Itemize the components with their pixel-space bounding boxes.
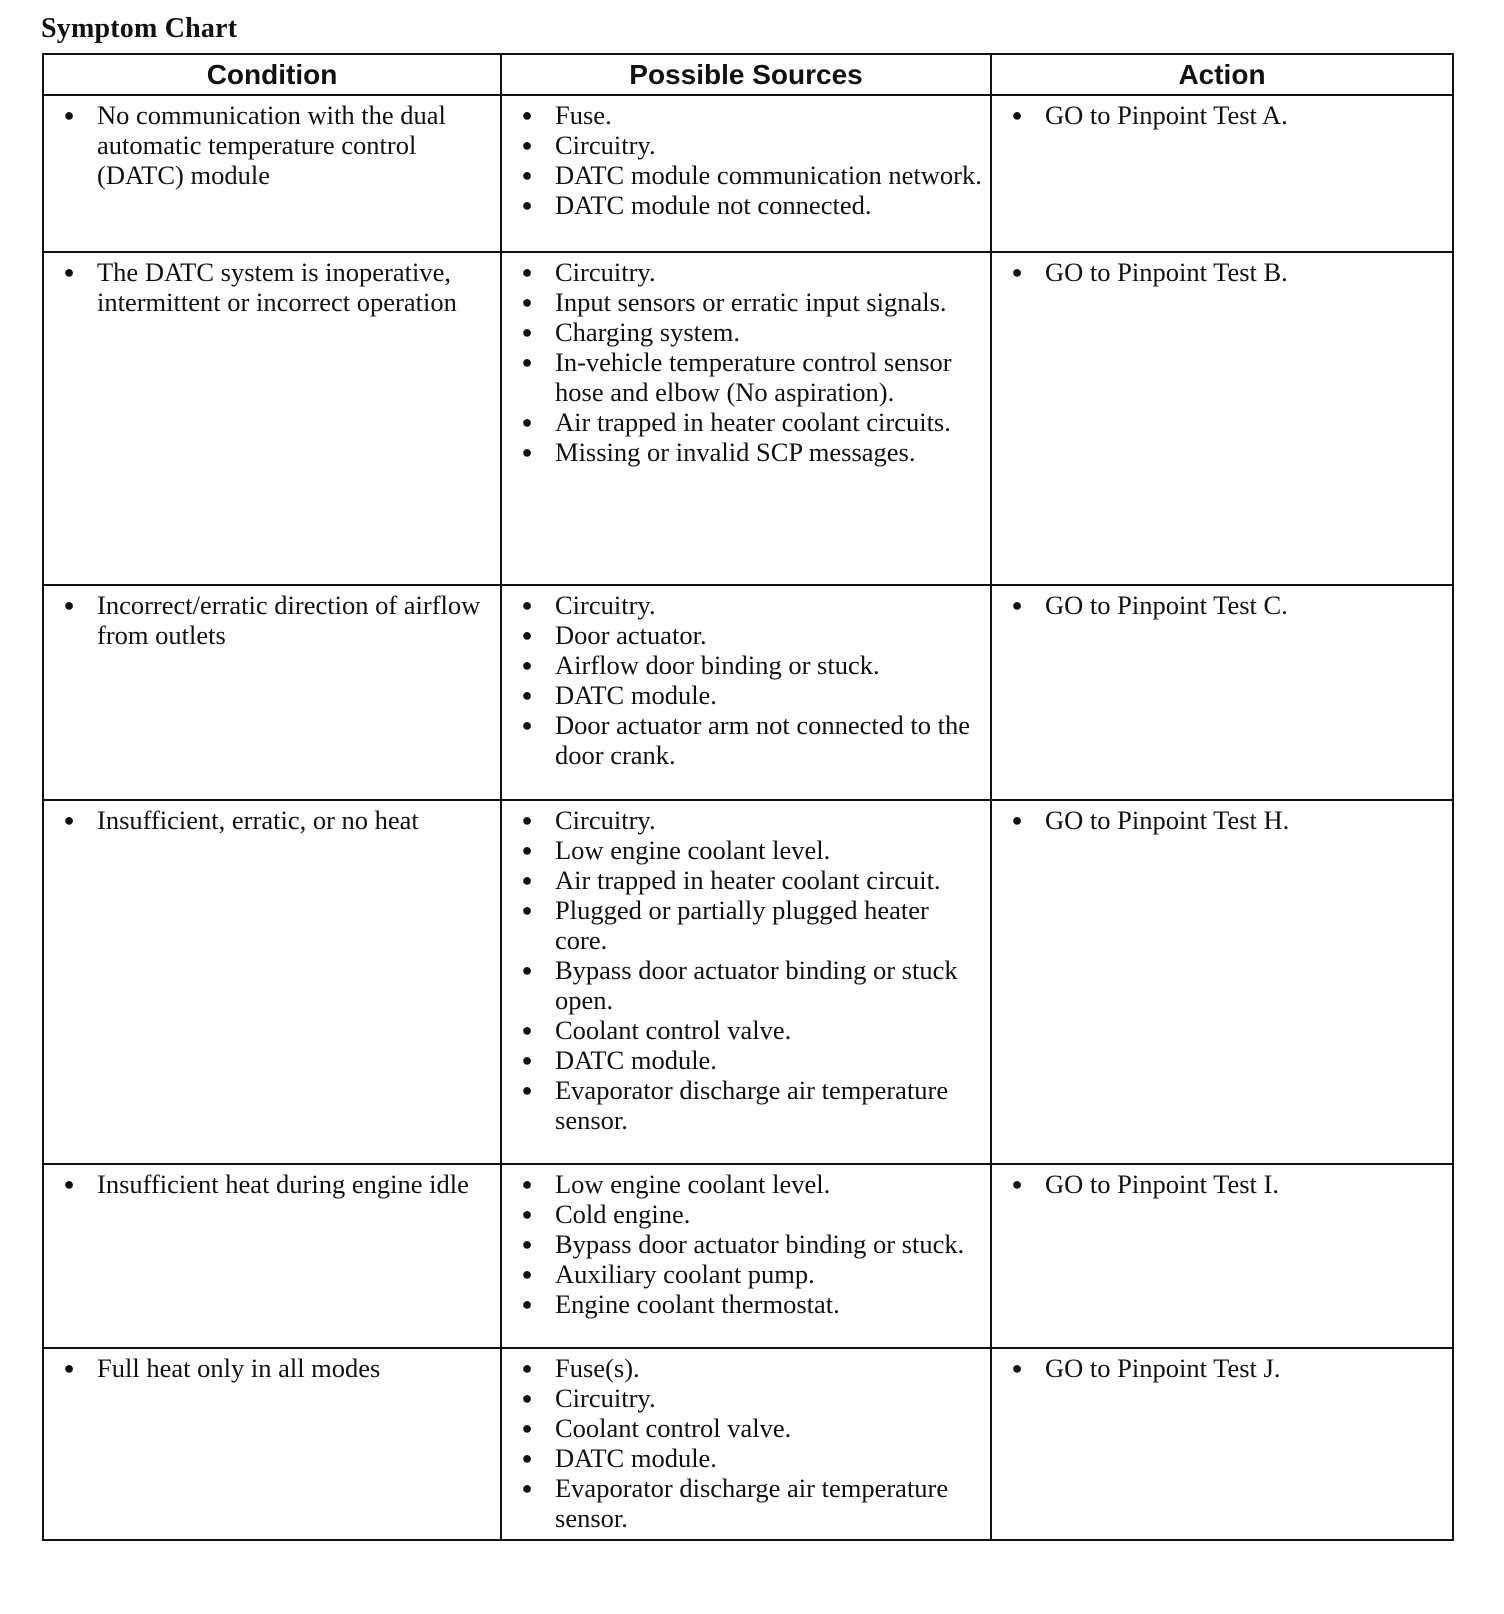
source-item — [510, 1443, 982, 1473]
possible-sources-cell — [501, 1164, 991, 1348]
bullet-icon: ● — [521, 412, 533, 432]
condition-text: Insufficient heat during engine idle — [97, 1169, 469, 1199]
bullet-icon: ● — [521, 1418, 533, 1438]
condition-cell — [43, 585, 501, 800]
symptom-table — [42, 53, 1454, 1541]
source-text: In-vehicle temperature control sensor hose and elbow (No aspiration). — [555, 347, 952, 407]
source-item — [510, 347, 982, 407]
bullet-icon: ● — [521, 165, 533, 185]
source-text: DATC module not connected. — [555, 190, 872, 220]
source-text: Air trapped in heater coolant circuit. — [555, 865, 941, 895]
source-item — [510, 680, 982, 710]
bullet-icon: ● — [63, 262, 75, 282]
source-text: Bypass door actuator binding or stuck open. — [555, 955, 958, 1015]
table-row — [43, 1164, 1453, 1348]
source-text: Bypass door actuator binding or stuck. — [555, 1229, 965, 1259]
action-item — [1000, 1169, 1444, 1199]
source-text: Low engine coolant level. — [555, 1169, 831, 1199]
bullet-icon: ● — [63, 1358, 75, 1378]
bullet-icon: ● — [1011, 1174, 1023, 1194]
condition-cell — [43, 1348, 501, 1540]
bullet-icon: ● — [521, 1388, 533, 1408]
column-header-condition: Condition — [43, 54, 501, 95]
source-item — [510, 190, 982, 220]
source-text: Door actuator arm not connected to the door crank. — [555, 710, 971, 770]
condition-cell — [43, 252, 501, 585]
action-cell — [991, 252, 1453, 585]
source-item — [510, 835, 982, 865]
bullet-icon: ● — [521, 1050, 533, 1070]
bullet-icon: ● — [521, 1204, 533, 1224]
action-cell — [991, 800, 1453, 1164]
bullet-icon: ● — [521, 625, 533, 645]
condition-text: Incorrect/erratic direction of airflow from outlets — [97, 590, 481, 650]
bullet-icon: ● — [521, 685, 533, 705]
bullet-icon: ● — [521, 1264, 533, 1284]
bullet-icon: ● — [521, 352, 533, 372]
source-text: Air trapped in heater coolant circuits. — [555, 407, 951, 437]
bullet-icon: ● — [1011, 595, 1023, 615]
source-item — [510, 1353, 982, 1383]
source-item — [510, 317, 982, 347]
condition-cell — [43, 95, 501, 252]
condition-item — [52, 590, 492, 650]
bullet-icon: ● — [63, 810, 75, 830]
action-item — [1000, 100, 1444, 130]
bullet-icon: ● — [521, 1478, 533, 1498]
source-item — [510, 1199, 982, 1229]
source-text: Door actuator. — [555, 620, 707, 650]
condition-cell — [43, 800, 501, 1164]
possible-sources-cell — [501, 252, 991, 585]
source-text: Auxiliary coolant pump. — [555, 1259, 815, 1289]
bullet-icon: ● — [521, 1358, 533, 1378]
bullet-icon: ● — [521, 960, 533, 980]
source-text: Circuitry. — [555, 590, 656, 620]
action-text: GO to Pinpoint Test C. — [1045, 590, 1288, 620]
source-text: Coolant control valve. — [555, 1413, 792, 1443]
source-item — [510, 130, 982, 160]
source-text: Cold engine. — [555, 1199, 691, 1229]
action-item — [1000, 805, 1444, 835]
bullet-icon: ● — [63, 1174, 75, 1194]
bullet-icon: ● — [521, 1080, 533, 1100]
bullet-icon: ● — [521, 840, 533, 860]
action-text: GO to Pinpoint Test I. — [1045, 1169, 1279, 1199]
table-row — [43, 252, 1453, 585]
source-text: Fuse. — [555, 100, 612, 130]
source-text: Evaporator discharge air temperature sensor. — [555, 1473, 949, 1533]
bullet-icon: ● — [1011, 810, 1023, 830]
source-item — [510, 437, 982, 467]
source-text: Low engine coolant level. — [555, 835, 831, 865]
source-item — [510, 1413, 982, 1443]
action-text: GO to Pinpoint Test A. — [1045, 100, 1288, 130]
source-item — [510, 287, 982, 317]
condition-cell — [43, 1164, 501, 1348]
condition-text: Full heat only in all modes — [97, 1353, 381, 1383]
bullet-icon: ● — [1011, 262, 1023, 282]
source-item — [510, 865, 982, 895]
source-text: Charging system. — [555, 317, 741, 347]
source-item — [510, 1229, 982, 1259]
action-text: GO to Pinpoint Test H. — [1045, 805, 1290, 835]
bullet-icon: ● — [521, 195, 533, 215]
action-item — [1000, 590, 1444, 620]
possible-sources-cell — [501, 1348, 991, 1540]
bullet-icon: ● — [521, 262, 533, 282]
source-text: Coolant control valve. — [555, 1015, 792, 1045]
source-text: Circuitry. — [555, 805, 656, 835]
bullet-icon: ● — [63, 105, 75, 125]
action-text: GO to Pinpoint Test B. — [1045, 257, 1288, 287]
table-header-row — [43, 54, 1453, 95]
source-item — [510, 895, 982, 955]
bullet-icon: ● — [63, 595, 75, 615]
source-text: DATC module. — [555, 1443, 717, 1473]
bullet-icon: ● — [521, 135, 533, 155]
source-item — [510, 160, 982, 190]
source-text: Circuitry. — [555, 257, 656, 287]
column-header-action: Action — [991, 54, 1453, 95]
condition-item — [52, 257, 492, 317]
source-text: Input sensors or erratic input signals. — [555, 287, 947, 317]
source-text: Fuse(s). — [555, 1353, 640, 1383]
source-text: Plugged or partially plugged heater core. — [555, 895, 929, 955]
action-item — [1000, 257, 1444, 287]
action-cell — [991, 585, 1453, 800]
source-text: DATC module. — [555, 680, 717, 710]
source-text: Circuitry. — [555, 130, 656, 160]
condition-item — [52, 100, 492, 190]
page-title: Symptom Chart — [41, 13, 238, 44]
possible-sources-cell — [501, 800, 991, 1164]
source-item — [510, 1075, 982, 1135]
bullet-icon: ● — [521, 870, 533, 890]
table-row — [43, 585, 1453, 800]
source-text: Missing or invalid SCP messages. — [555, 437, 916, 467]
source-item — [510, 407, 982, 437]
source-item — [510, 1169, 982, 1199]
source-item — [510, 955, 982, 1015]
source-item — [510, 620, 982, 650]
bullet-icon: ● — [521, 1448, 533, 1468]
bullet-icon: ● — [521, 322, 533, 342]
source-text: Evaporator discharge air temperature sensor. — [555, 1075, 949, 1135]
source-item — [510, 1383, 982, 1413]
source-text: Airflow door binding or stuck. — [555, 650, 880, 680]
source-text: Engine coolant thermostat. — [555, 1289, 840, 1319]
table-row — [43, 95, 1453, 252]
bullet-icon: ● — [521, 655, 533, 675]
bullet-icon: ● — [521, 292, 533, 312]
source-item — [510, 257, 982, 287]
condition-item — [52, 1353, 492, 1383]
bullet-icon: ● — [521, 1294, 533, 1314]
possible-sources-cell — [501, 585, 991, 800]
condition-text: No communication with the dual automatic temperature control (DATC) module — [97, 100, 446, 190]
source-item — [510, 805, 982, 835]
table-row — [43, 800, 1453, 1164]
action-cell — [991, 1164, 1453, 1348]
action-cell — [991, 95, 1453, 252]
condition-item — [52, 805, 492, 835]
source-text: DATC module. — [555, 1045, 717, 1075]
bullet-icon: ● — [521, 900, 533, 920]
source-item — [510, 1045, 982, 1075]
bullet-icon: ● — [1011, 1358, 1023, 1378]
table-row — [43, 1348, 1453, 1540]
bullet-icon: ● — [521, 1174, 533, 1194]
condition-text: Insufficient, erratic, or no heat — [97, 805, 419, 835]
source-item — [510, 650, 982, 680]
action-item — [1000, 1353, 1444, 1383]
action-text: GO to Pinpoint Test J. — [1045, 1353, 1281, 1383]
bullet-icon: ● — [521, 442, 533, 462]
condition-text: The DATC system is inoperative, intermittent or incorrect operation — [97, 257, 457, 317]
column-header-possible-sources: Possible Sources — [501, 54, 991, 95]
source-item — [510, 100, 982, 130]
source-item — [510, 710, 982, 770]
source-text: Circuitry. — [555, 1383, 656, 1413]
source-item — [510, 1015, 982, 1045]
action-cell — [991, 1348, 1453, 1540]
condition-item — [52, 1169, 492, 1199]
source-text: DATC module communication network. — [555, 160, 982, 190]
possible-sources-cell — [501, 95, 991, 252]
bullet-icon: ● — [521, 1020, 533, 1040]
bullet-icon: ● — [521, 1234, 533, 1254]
source-item — [510, 590, 982, 620]
bullet-icon: ● — [521, 105, 533, 125]
source-item — [510, 1289, 982, 1319]
bullet-icon: ● — [521, 715, 533, 735]
source-item — [510, 1473, 982, 1533]
bullet-icon: ● — [1011, 105, 1023, 125]
bullet-icon: ● — [521, 810, 533, 830]
bullet-icon: ● — [521, 595, 533, 615]
source-item — [510, 1259, 982, 1289]
